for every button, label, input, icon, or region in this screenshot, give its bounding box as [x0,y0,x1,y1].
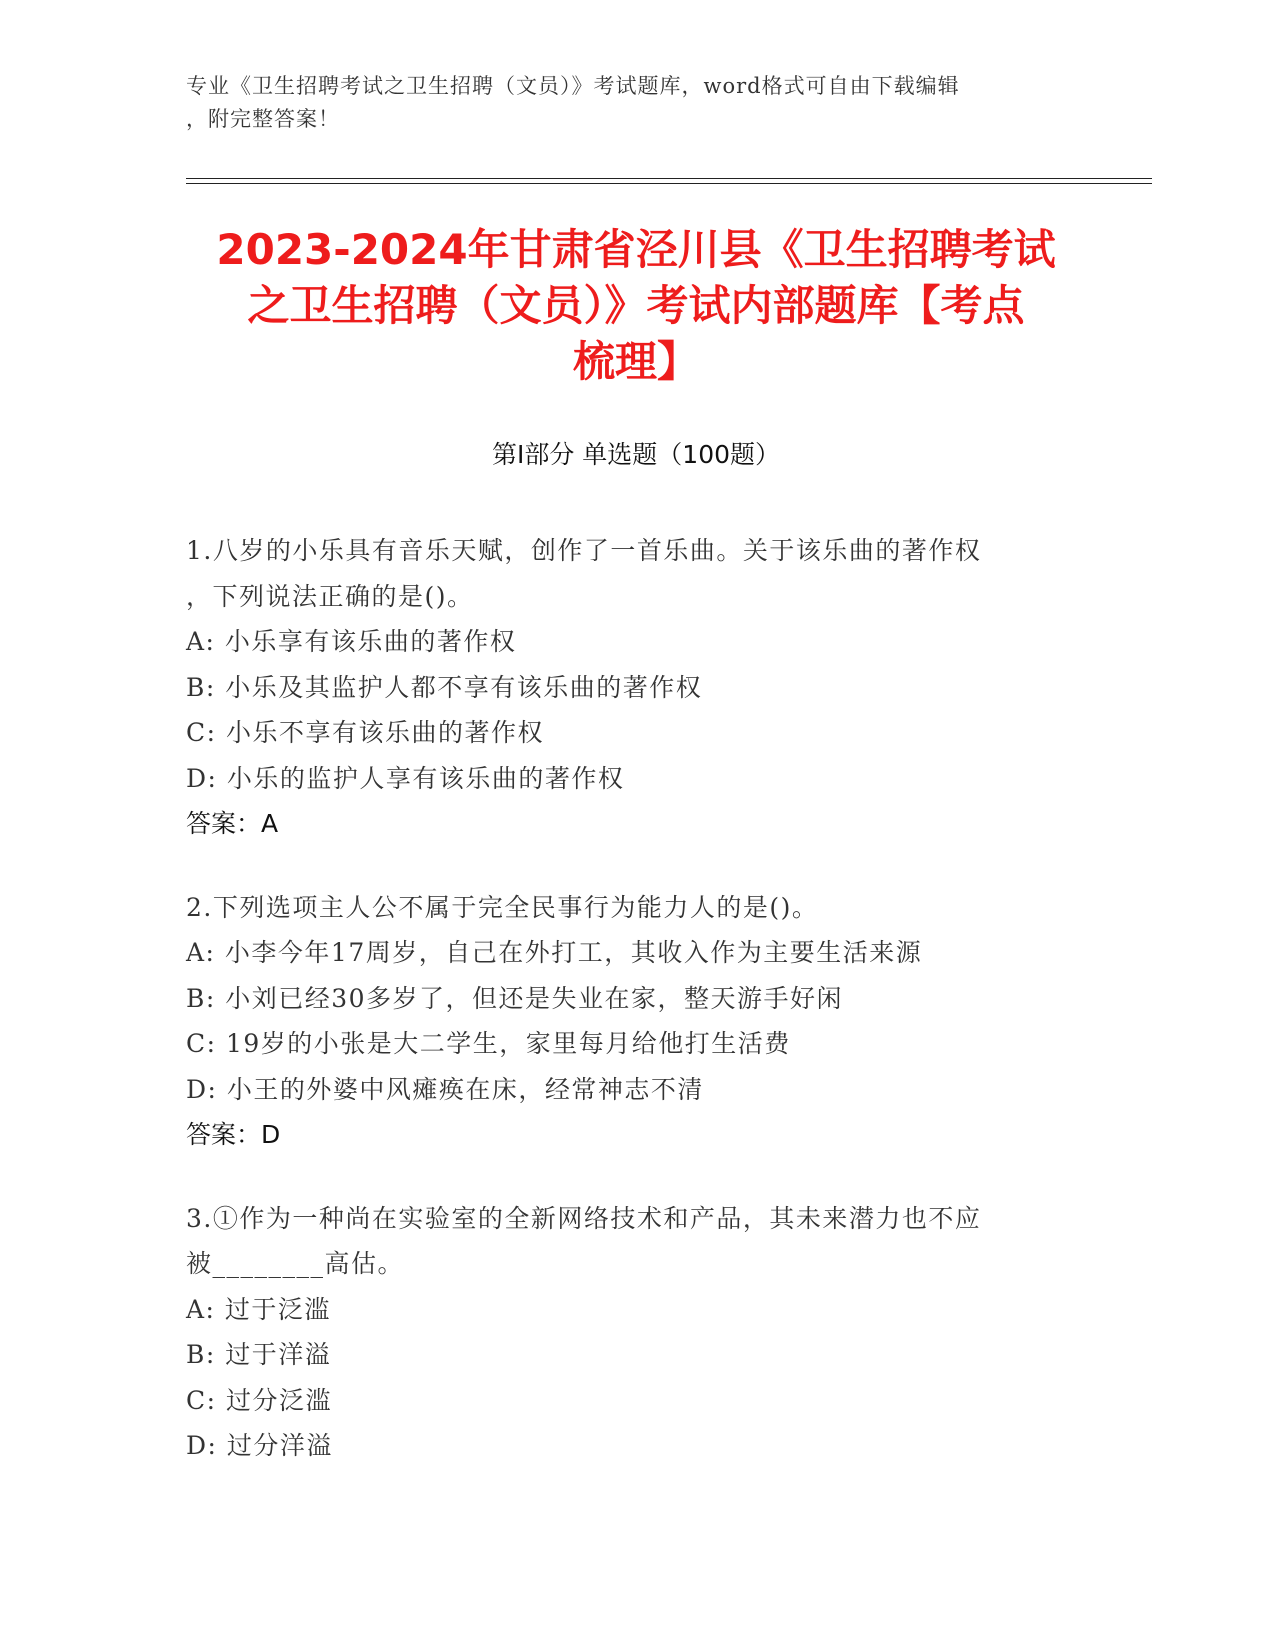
option-a: A: 小乐享有该乐曲的著作权 [186,627,517,656]
question-3 [186,1196,1066,1469]
option-c: C: 19岁的小张是大二学生，家里每月给他打生活费 [186,1029,791,1058]
question-stem-continued: ，下列说法正确的是()。 [186,581,474,611]
title-line-3: 梳理】 [572,337,699,386]
question-2 [186,885,1066,1158]
option-b: B: 过于洋溢 [186,1340,332,1369]
question-stem-continued: 被________高估。 [186,1249,405,1278]
title-line-2: 之卫生招聘（文员）》考试内部题库【考点 [247,281,1025,330]
document-title [186,222,1086,390]
document-header [186,70,1066,136]
option-a: A: 小李今年17周岁，自己在外打工，其收入作为主要生活来源 [186,938,923,967]
answer-label: 答案：A [186,809,279,838]
option-d: D: 小乐的监护人享有该乐曲的著作权 [186,763,625,793]
option-b: B: 小乐及其监护人都不享有该乐曲的著作权 [186,672,703,702]
option-d: D: 小王的外婆中风瘫痪在床，经常神志不清 [186,1074,704,1104]
question-1 [186,528,1066,847]
header-line-2: ，附完整答案！ [186,107,340,131]
option-b: B: 小刘已经30多岁了，但还是失业在家，整天游手好闲 [186,983,844,1013]
option-c: C: 过分泛滥 [186,1385,332,1415]
option-c: C: 小乐不享有该乐曲的著作权 [186,718,544,747]
header-line-1: 专业《卫生招聘考试之卫生招聘（文员）》考试题库，word格式可自由下载编辑 [186,74,960,98]
title-line-1: 2023-2024年甘肃省泾川县《卫生招聘考试 [216,225,1056,274]
option-a: A: 过于泛滥 [186,1294,331,1324]
header-divider-top [186,178,1152,179]
question-stem: 2.下列选项主人公不属于完全民事行为能力人的是()。 [186,892,819,922]
section-heading: 第Ⅰ部分 单选题（100题） [491,440,781,469]
question-list [186,528,1066,1507]
option-d: D: 过分洋溢 [186,1431,333,1460]
header-divider-bottom [186,183,1152,184]
question-stem: 3.①作为一种尚在实验室的全新网络技术和产品，其未来潜力也不应 [186,1203,982,1233]
answer-label: 答案：D [186,1120,281,1149]
question-stem: 1.八岁的小乐具有音乐天赋，创作了一首乐曲。关于该乐曲的著作权 [186,536,982,565]
